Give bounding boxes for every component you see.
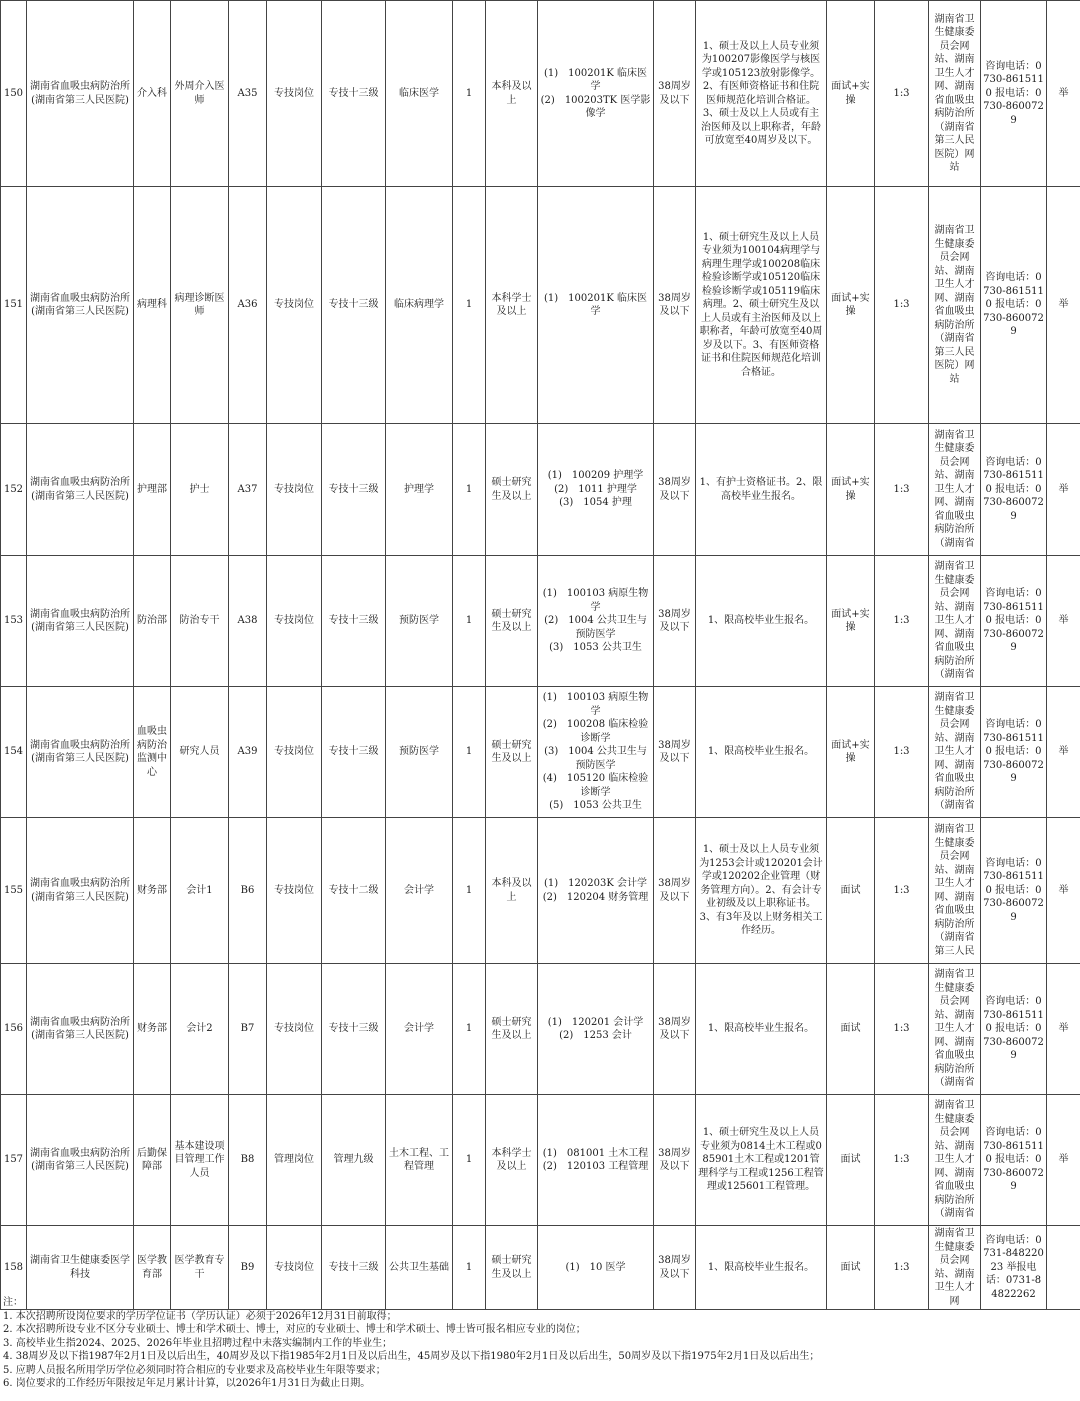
cell-unit: 湖南省血吸虫病防治所(湖南省第三人民医院) <box>27 1095 134 1226</box>
cell-level: 专技十三级 <box>322 1 386 187</box>
cell-education: 硕士研究生及以上 <box>486 1226 538 1310</box>
cell-category: 专技岗位 <box>267 187 322 424</box>
cell-post: 医学教育专干 <box>171 1226 229 1310</box>
cell-contact: 咨询电话：0730-8615110 报电话：0730-8600729 <box>981 187 1047 424</box>
cell-age: 38周岁及以下 <box>654 1095 696 1226</box>
cell-education: 本科及以上 <box>486 818 538 964</box>
cell-education: 本科学士及以上 <box>486 187 538 424</box>
cell-other-requirements: 1、硕士及以上人员专业须为1253会计或120201会计学或120202企业管理（财务管理方向）。2、有会计专业初级及以上职称证书。3、有3年及以上财务相关工作经历。 <box>696 818 827 964</box>
cell-age: 38周岁及以下 <box>654 424 696 556</box>
cell-dept: 介入科 <box>134 1 171 187</box>
cell-education: 硕士研究生及以上 <box>486 556 538 687</box>
notes-title: 注： <box>3 1297 23 1308</box>
cell-count: 1 <box>453 187 486 424</box>
cell-ratio: 1:3 <box>875 424 929 556</box>
cell-education: 本科及以上 <box>486 1 538 187</box>
cell-post: 病理诊断医师 <box>171 187 229 424</box>
cell-notice: 湖南省卫生健康委员会网站、湖南卫生人才网、湖南省血吸虫病防治所（湖南省 <box>929 424 981 556</box>
table-row <box>1 1 1080 187</box>
cell-majors: (1) 100201K 临床医学 <box>538 187 654 424</box>
cell-other-requirements: 1、限高校毕业生报名。 <box>696 1226 827 1310</box>
cell-age: 38周岁及以下 <box>654 556 696 687</box>
cell-specialty: 预防医学 <box>386 687 453 818</box>
cell-notice: 湖南省卫生健康委员会网站、湖南卫生人才网、湖南省血吸虫病防治所（湖南省 <box>929 687 981 818</box>
note-item: 6. 岗位要求的工作经历年限按足年足月累计计算，以2026年1月31日为截止日期。 <box>3 1378 371 1389</box>
note-item: 4. 38周岁及以下指1987年2月1日及以后出生，40周岁及以下指1985年2月1日及以后出生，45周岁及以下指1980年2月1日及以后出生，50周岁及以下指1975年2月1日及以后出生； <box>3 1351 820 1362</box>
cell-category: 专技岗位 <box>267 687 322 818</box>
cell-contact: 咨询电话：0730-8615110 报电话：0730-8600729 <box>981 1 1047 187</box>
cell-category: 专技岗位 <box>267 1 322 187</box>
cell-remark: 举 <box>1047 964 1080 1095</box>
cell-unit: 湖南省血吸虫病防治所(湖南省第三人民医院) <box>27 964 134 1095</box>
cell-ratio: 1:3 <box>875 1226 929 1310</box>
cell-specialty: 临床病理学 <box>386 187 453 424</box>
cell-count: 1 <box>453 687 486 818</box>
cell-notice: 湖南省卫生健康委员会网站、湖南卫生人才网、湖南省血吸虫病防治所（湖南省 <box>929 1095 981 1226</box>
table-row <box>1 687 1080 818</box>
cell-post: 外周介入医师 <box>171 1 229 187</box>
cell-level: 专技十三级 <box>322 424 386 556</box>
cell-post: 护士 <box>171 424 229 556</box>
cell-no: 151 <box>1 187 27 424</box>
cell-exam: 面试 <box>827 818 875 964</box>
cell-ratio: 1:3 <box>875 1095 929 1226</box>
cell-level: 专技十三级 <box>322 556 386 687</box>
cell-other-requirements: 1、硕士研究生及以上人员专业须为0814土木工程或085901土木工程或1201管理科学与工程或1256工程管理或125601工程管理。 <box>696 1095 827 1226</box>
cell-unit: 湖南省血吸虫病防治所(湖南省第三人民医院) <box>27 1 134 187</box>
cell-code: A36 <box>229 187 267 424</box>
cell-level: 管理九级 <box>322 1095 386 1226</box>
cell-unit: 湖南省血吸虫病防治所(湖南省第三人民医院) <box>27 187 134 424</box>
table-row <box>1 818 1080 964</box>
cell-majors: (1) 100103 病原生物学 (2) 1004 公共卫生与预防医学 (3) 1053 公共卫生 <box>538 556 654 687</box>
cell-category: 管理岗位 <box>267 1095 322 1226</box>
cell-dept: 后勤保障部 <box>134 1095 171 1226</box>
cell-education: 本科学士及以上 <box>486 1095 538 1226</box>
cell-unit: 湖南省血吸虫病防治所(湖南省第三人民医院) <box>27 556 134 687</box>
cell-majors: (1) 100209 护理学 (2) 1011 护理学 (3) 1054 护理 <box>538 424 654 556</box>
cell-count: 1 <box>453 1226 486 1310</box>
cell-contact: 咨询电话：0730-8615110 报电话：0730-8600729 <box>981 964 1047 1095</box>
cell-contact: 咨询电话：0731-84822023 举报电话：0731-84822262 <box>981 1226 1047 1310</box>
cell-ratio: 1:3 <box>875 187 929 424</box>
cell-unit: 湖南省卫生健康委医学科技 <box>27 1226 134 1310</box>
cell-count: 1 <box>453 964 486 1095</box>
cell-unit: 湖南省血吸虫病防治所(湖南省第三人民医院) <box>27 424 134 556</box>
cell-majors: (1) 100201K 临床医学 (2) 100203TK 医学影像学 <box>538 1 654 187</box>
cell-contact: 咨询电话：0730-8615110 报电话：0730-8600729 <box>981 687 1047 818</box>
cell-other-requirements: 1、限高校毕业生报名。 <box>696 687 827 818</box>
cell-post: 研究人员 <box>171 687 229 818</box>
cell-category: 专技岗位 <box>267 424 322 556</box>
cell-contact: 咨询电话：0730-8615110 报电话：0730-8600729 <box>981 1095 1047 1226</box>
cell-dept: 护理部 <box>134 424 171 556</box>
cell-remark: 举 <box>1047 687 1080 818</box>
cell-notice: 湖南省卫生健康委员会网站、湖南卫生人才网、湖南省血吸虫病防治所（湖南省第三人民 <box>929 818 981 964</box>
cell-age: 38周岁及以下 <box>654 1226 696 1310</box>
cell-notice: 湖南省卫生健康委员会网站、湖南卫生人才网、湖南省血吸虫病防治所（湖南省第三人民医院）网站 <box>929 187 981 424</box>
cell-specialty: 公共卫生基础 <box>386 1226 453 1310</box>
cell-ratio: 1:3 <box>875 1 929 187</box>
table-row <box>1 964 1080 1095</box>
cell-code: B6 <box>229 818 267 964</box>
cell-remark: 举 <box>1047 818 1080 964</box>
cell-post: 会计2 <box>171 964 229 1095</box>
cell-notice: 湖南省卫生健康委员会网站、湖南卫生人才网、湖南省血吸虫病防治所（湖南省 <box>929 556 981 687</box>
cell-code: B9 <box>229 1226 267 1310</box>
cell-notice: 湖南省卫生健康委员会网站、湖南卫生人才网、湖南省血吸虫病防治所（湖南省第三人民医院）网站 <box>929 1 981 187</box>
cell-specialty: 预防医学 <box>386 556 453 687</box>
cell-majors: (1) 081001 土木工程 (2) 120103 工程管理 <box>538 1095 654 1226</box>
cell-category: 专技岗位 <box>267 1226 322 1310</box>
cell-no: 154 <box>1 687 27 818</box>
cell-remark: 举 <box>1047 187 1080 424</box>
cell-specialty: 土木工程、工程管理 <box>386 1095 453 1226</box>
cell-exam: 面试 <box>827 1095 875 1226</box>
cell-exam: 面试 <box>827 1226 875 1310</box>
cell-category: 专技岗位 <box>267 964 322 1095</box>
cell-dept: 财务部 <box>134 964 171 1095</box>
cell-exam: 面试+实操 <box>827 556 875 687</box>
cell-unit: 湖南省血吸虫病防治所(湖南省第三人民医院) <box>27 818 134 964</box>
cell-ratio: 1:3 <box>875 556 929 687</box>
cell-majors: (1) 100103 病原生物学 (2) 100208 临床检验诊断学 (3) 1004 公共卫生与预防医学 (4) 105120 临床检验诊断学 (5) 1053 公共卫生 <box>538 687 654 818</box>
cell-no: 158 <box>1 1226 27 1310</box>
table-row <box>1 424 1080 556</box>
cell-ratio: 1:3 <box>875 818 929 964</box>
cell-specialty: 护理学 <box>386 424 453 556</box>
cell-category: 专技岗位 <box>267 556 322 687</box>
cell-level: 专技十三级 <box>322 964 386 1095</box>
cell-exam: 面试+实操 <box>827 424 875 556</box>
cell-other-requirements: 1、有护士资格证书。2、限高校毕业生报名。 <box>696 424 827 556</box>
cell-dept: 财务部 <box>134 818 171 964</box>
cell-no: 157 <box>1 1095 27 1226</box>
cell-exam: 面试+实操 <box>827 687 875 818</box>
cell-exam: 面试+实操 <box>827 187 875 424</box>
cell-age: 38周岁及以下 <box>654 1 696 187</box>
cell-code: B8 <box>229 1095 267 1226</box>
cell-exam: 面试 <box>827 964 875 1095</box>
cell-no: 152 <box>1 424 27 556</box>
cell-code: A39 <box>229 687 267 818</box>
cell-no: 156 <box>1 964 27 1095</box>
cell-post: 防治专干 <box>171 556 229 687</box>
cell-remark: 举 <box>1047 1095 1080 1226</box>
cell-no: 150 <box>1 1 27 187</box>
cell-age: 38周岁及以下 <box>654 964 696 1095</box>
cell-education: 硕士研究生及以上 <box>486 964 538 1095</box>
cell-code: B7 <box>229 964 267 1095</box>
notes-section <box>0 1296 1079 1391</box>
cell-remark: 举 <box>1047 556 1080 687</box>
cell-exam: 面试+实操 <box>827 1 875 187</box>
cell-contact: 咨询电话：0730-8615110 报电话：0730-8600729 <box>981 818 1047 964</box>
cell-count: 1 <box>453 1 486 187</box>
cell-code: A37 <box>229 424 267 556</box>
cell-notice: 湖南省卫生健康委员会网站、湖南卫生人才网 <box>929 1226 981 1310</box>
cell-ratio: 1:3 <box>875 687 929 818</box>
cell-no: 155 <box>1 818 27 964</box>
cell-notice: 湖南省卫生健康委员会网站、湖南卫生人才网、湖南省血吸虫病防治所（湖南省 <box>929 964 981 1095</box>
cell-other-requirements: 1、硕士研究生及以上人员专业须为100104病理学与病理生理学或100208临床检验诊断学或105120临床检验诊断学或105119临床病理。2、硕士研究生及以上人员或有主治医师及以上职称者，年龄可放宽至40周岁及以下。3、有医师资格证书和住院医师规范化培训合格证。 <box>696 187 827 424</box>
table-row <box>1 187 1080 424</box>
cell-level: 专技十三级 <box>322 187 386 424</box>
cell-ratio: 1:3 <box>875 964 929 1095</box>
cell-education: 硕士研究生及以上 <box>486 687 538 818</box>
cell-code: A38 <box>229 556 267 687</box>
cell-specialty: 会计学 <box>386 964 453 1095</box>
cell-contact: 咨询电话：0730-8615110 报电话：0730-8600729 <box>981 424 1047 556</box>
cell-dept: 医学教育部 <box>134 1226 171 1310</box>
cell-specialty: 会计学 <box>386 818 453 964</box>
cell-code: A35 <box>229 1 267 187</box>
cell-education: 硕士研究生及以上 <box>486 424 538 556</box>
cell-count: 1 <box>453 556 486 687</box>
cell-age: 38周岁及以下 <box>654 187 696 424</box>
cell-other-requirements: 1、限高校毕业生报名。 <box>696 556 827 687</box>
cell-remark: 举 <box>1047 1 1080 187</box>
cell-count: 1 <box>453 1095 486 1226</box>
cell-dept: 防治部 <box>134 556 171 687</box>
cell-majors: (1) 10 医学 <box>538 1226 654 1310</box>
cell-other-requirements: 1、限高校毕业生报名。 <box>696 964 827 1095</box>
note-item: 2. 本次招聘所设专业不区分专业硕士、博士和学术硕士、博士，对应的专业硕士、博士和学术硕士、博士皆可报名相应专业的岗位； <box>3 1324 586 1335</box>
table-row <box>1 1095 1080 1226</box>
cell-majors: (1) 120201 会计学 (2) 1253 会计 <box>538 964 654 1095</box>
cell-age: 38周岁及以下 <box>654 687 696 818</box>
cell-majors: (1) 120203K 会计学 (2) 120204 财务管理 <box>538 818 654 964</box>
note-item: 5. 应聘人员报名所用学历学位必须同时符合相应的专业要求及高校毕业生年限等要求； <box>3 1364 386 1376</box>
cell-specialty: 临床医学 <box>386 1 453 187</box>
cell-category: 专技岗位 <box>267 818 322 964</box>
cell-remark: 举 <box>1047 424 1080 556</box>
cell-count: 1 <box>453 424 486 556</box>
cell-level: 专技十三级 <box>322 1226 386 1310</box>
note-item: 3. 高校毕业生指2024、2025、2026年毕业且招聘过程中未落实编制内工作的毕业生； <box>3 1337 393 1349</box>
cell-post: 基本建设项目管理工作人员 <box>171 1095 229 1226</box>
table-row <box>1 556 1080 687</box>
cell-contact: 咨询电话：0730-8615110 报电话：0730-8600729 <box>981 556 1047 687</box>
cell-age: 38周岁及以下 <box>654 818 696 964</box>
cell-post: 会计1 <box>171 818 229 964</box>
cell-count: 1 <box>453 818 486 964</box>
cell-unit: 湖南省血吸虫病防治所(湖南省第三人民医院) <box>27 687 134 818</box>
cell-dept: 病理科 <box>134 187 171 424</box>
note-item: 1. 本次招聘所设岗位要求的学历学位证书（学历认证）必须于2026年12月31日前取得； <box>3 1310 397 1322</box>
cell-level: 专技十二级 <box>322 818 386 964</box>
cell-other-requirements: 1、硕士及以上人员专业须为100207影像医学与核医学或105123放射影像学。2、有医师资格证书和住院医师规范化培训合格证。3、硕士及以上人员或有主治医师及以上职称者，年龄可放宽至40周岁及以下。 <box>696 1 827 187</box>
cell-level: 专技十三级 <box>322 687 386 818</box>
cell-no: 153 <box>1 556 27 687</box>
cell-dept: 血吸虫病防治监测中心 <box>134 687 171 818</box>
